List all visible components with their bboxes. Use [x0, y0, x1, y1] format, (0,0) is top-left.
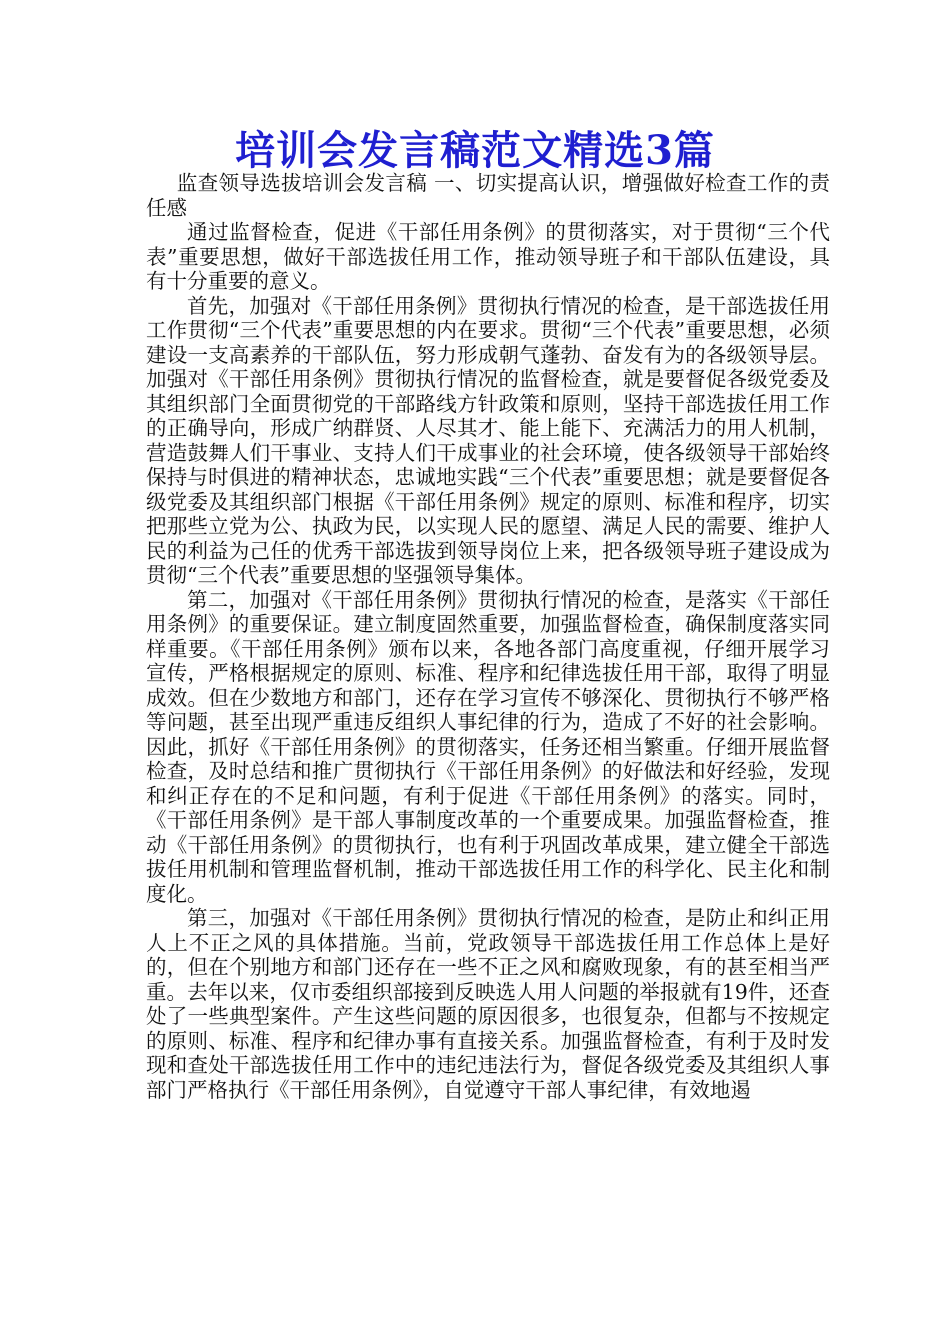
paragraph-second-point: 第二，加强对《干部任用条例》贯彻执行情况的检查，是落实《干部任用条例》的重要保证。建立制度固然重要，加强监督检查，确保制度落实同样重要。《干部任用条例》颁布以来，各地各部门高度重视，仔细开展学习宣传，严格根据规定的原则、标准、程序和纪律选拔任用干部，取得了明显成效。但在少数地方和部门，还存在学习宣传不够深化、贯彻执行不够严格等问题，甚至出现严重违反组织人事纪律的行为，造成了不好的社会影响。因此，抓好《干部任用条例》的贯彻落实，任务还相当繁重。仔细开展监督检查，及时总结和推广贯彻执行《干部任用条例》的好做法和好经验，发现和纠正存在的不足和问题，有利于促进《干部任用条例》的落实。同时，《干部任用条例》是干部人事制度改革的一个重要成果。加强监督检查，推动《干部任用条例》的贯彻执行，也有利于巩固改革成果，建立健全干部选拔任用机制和管理监督机制，推动干部选拔任用工作的科学化、民主化和制度化。 — [146, 587, 830, 906]
paragraph-first-point: 首先，加强对《干部任用条例》贯彻执行情况的检查，是干部选拔任用工作贯彻“三个代表”重要思想的内在要求。贯彻“三个代表”重要思想，必须建设一支高素养的干部队伍，努力形成朝气蓬勃、奋发有为的各级领导层。加强对《干部任用条例》贯彻执行情况的监督检查，就是要督促各级党委及其组织部门全面贯彻党的干部路线方针政策和原则，坚持干部选拔任用工作的正确导向，形成广纳群贤、人尽其才、能上能下、充满活力的用人机制，营造鼓舞人们干事业、支持人们干成事业的社会环境，使各级领导干部始终保持与时俱进的精神状态，忠诚地实践“三个代表”重要思想；就是要督促各级党委及其组织部门根据《干部任用条例》规定的原则、标准和程序，切实把那些立党为公、执政为民，以实现人民的愿望、满足人民的需要、维护人民的利益为己任的优秀干部选拔到领导岗位上来，把各级领导班子建设成为贯彻“三个代表”重要思想的坚强领导集体。 — [146, 293, 830, 587]
paragraph-overview: 通过监督检查，促进《干部任用条例》的贯彻落实，对于贯彻“三个代表”重要思想，做好干部选拔任用工作，推动领导班子和干部队伍建设，具有十分重要的意义。 — [146, 220, 830, 293]
document-body — [146, 171, 830, 1102]
paragraph-third-point: 第三，加强对《干部任用条例》贯彻执行情况的检查，是防止和纠正用人上不正之风的具体措施。当前，党政领导干部选拔任用工作总体上是好的，但在个别地方和部门还存在一些不正之风和腐败现象，有的甚至相当严重。去年以来，仅市委组织部接到反映选人用人问题的举报就有19件，还查处了一些典型案件。产生这些问题的原因很多，也很复杂，但都与不按规定的原则、标准、程序和纪律办事有直接关系。加强监督检查，有利于及时发现和查处干部选拔任用工作中的违纪违法行为，督促各级党委及其组织人事部门严格执行《干部任用条例》，自觉遵守干部人事纪律，有效地遏 — [146, 906, 830, 1102]
paragraph-intro: 监查领导选拔培训会发言稿 一、切实提高认识，增强做好检查工作的责任感 — [146, 171, 830, 220]
document-title: 培训会发言稿范文精选3篇 — [235, 127, 715, 174]
